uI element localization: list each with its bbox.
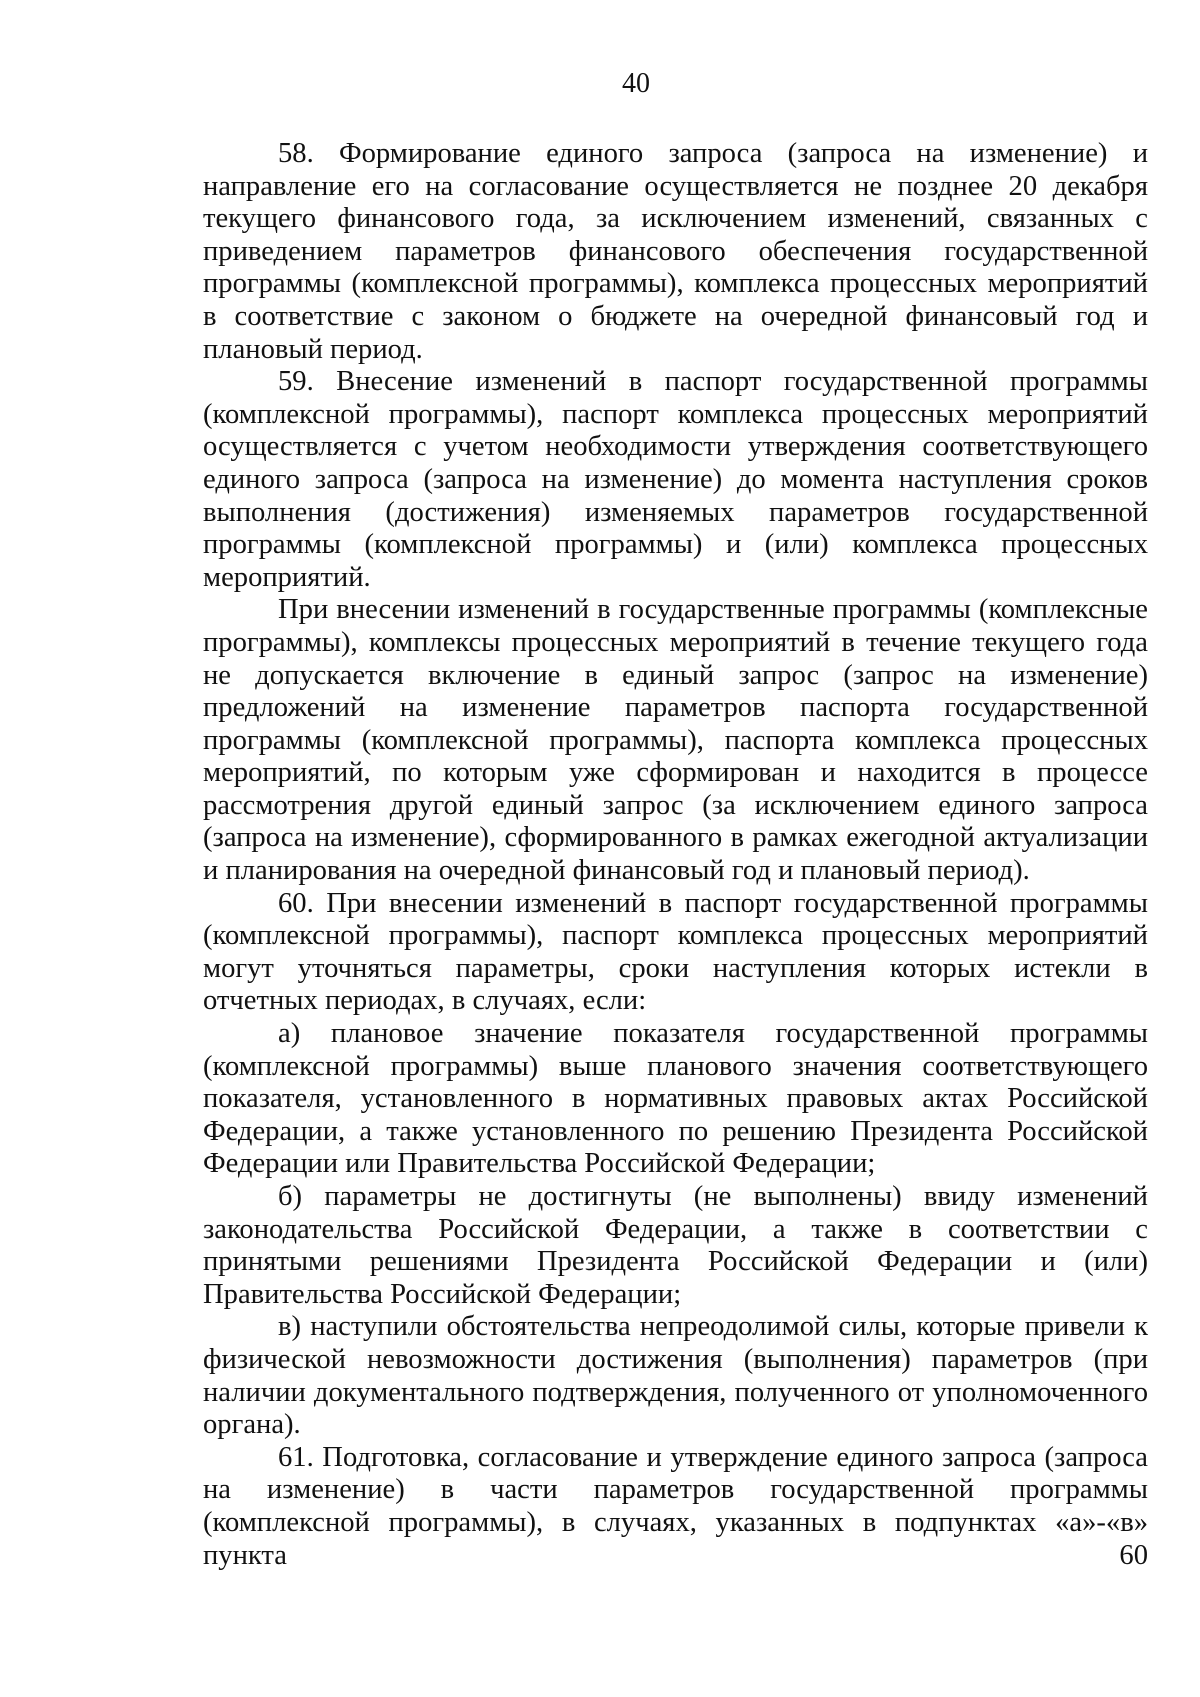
document-body <box>203 138 1148 1572</box>
paragraph-59-continuation: При внесении изменений в государственные программы (комплексные программы), комплексы процессных мероприятий в течение текущего года не допускается включение в единый запрос (запрос на изменение) предложений на изменение параметров паспорта государственной программы (комплексной программы), паспорта комплекса процессных мероприятий, по которым уже сформирован и находится в процессе рассмотрения другой единый запрос (за исключением единого запроса (запроса на изменение), сформированного в рамках ежегодной актуализации и планирования на очередной финансовый год и плановый период). <box>203 594 1148 887</box>
paragraph-59: 59. Внесение изменений в паспорт государственной программы (комплексной программы), паспорт комплекса процессных мероприятий осуществляется с учетом необходимости утверждения соответствующего единого запроса (запроса на изменение) до момента наступления сроков выполнения (достижения) изменяемых параметров государственной программы (комплексной программы) и (или) комплекса процессных мероприятий. <box>203 366 1148 593</box>
paragraph-60: 60. При внесении изменений в паспорт государственной программы (комплексной программы), паспорт комплекса процессных мероприятий могут уточняться параметры, сроки наступления которых истекли в отчетных периодах, в случаях, если: <box>203 887 1148 1017</box>
paragraph-58: 58. Формирование единого запроса (запроса на изменение) и направление его на согласование осуществляется не позднее 20 декабря текущего финансового года, за исключением изменений, связанных с приведением параметров финансового обеспечения государственной программы (комплексной программы), комплекса процессных мероприятий в соответствие с законом о бюджете на очередной финансовый год и плановый период. <box>203 138 1148 365</box>
paragraph-61: 61. Подготовка, согласование и утверждение единого запроса (запроса на изменение) в части параметров государственной программы (комплексной программы), в случаях, указанных в подпунктах «а»-«в» пункта 60 <box>203 1441 1148 1571</box>
paragraph-60-item-c: в) наступили обстоятельства непреодолимой силы, которые привели к физической невозможности достижения (выполнения) параметров (при наличии документального подтверждения, полученного от уполномоченного органа). <box>203 1311 1148 1441</box>
page-number: 40 <box>622 68 650 99</box>
paragraph-60-item-a: а) плановое значение показателя государственной программы (комплексной программы) выше планового значения соответствующего показателя, установленного в нормативных правовых актах Российской Федерации, а также установленного по решению Президента Российской Федерации или Правительства Российской Федерации; <box>203 1018 1148 1180</box>
paragraph-60-item-b: б) параметры не достигнуты (не выполнены) ввиду изменений законодательства Российской Федерации, а также в соответствии с принятыми решениями Президента Российской Федерации и (или) Правительства Российской Федерации; <box>203 1181 1148 1310</box>
